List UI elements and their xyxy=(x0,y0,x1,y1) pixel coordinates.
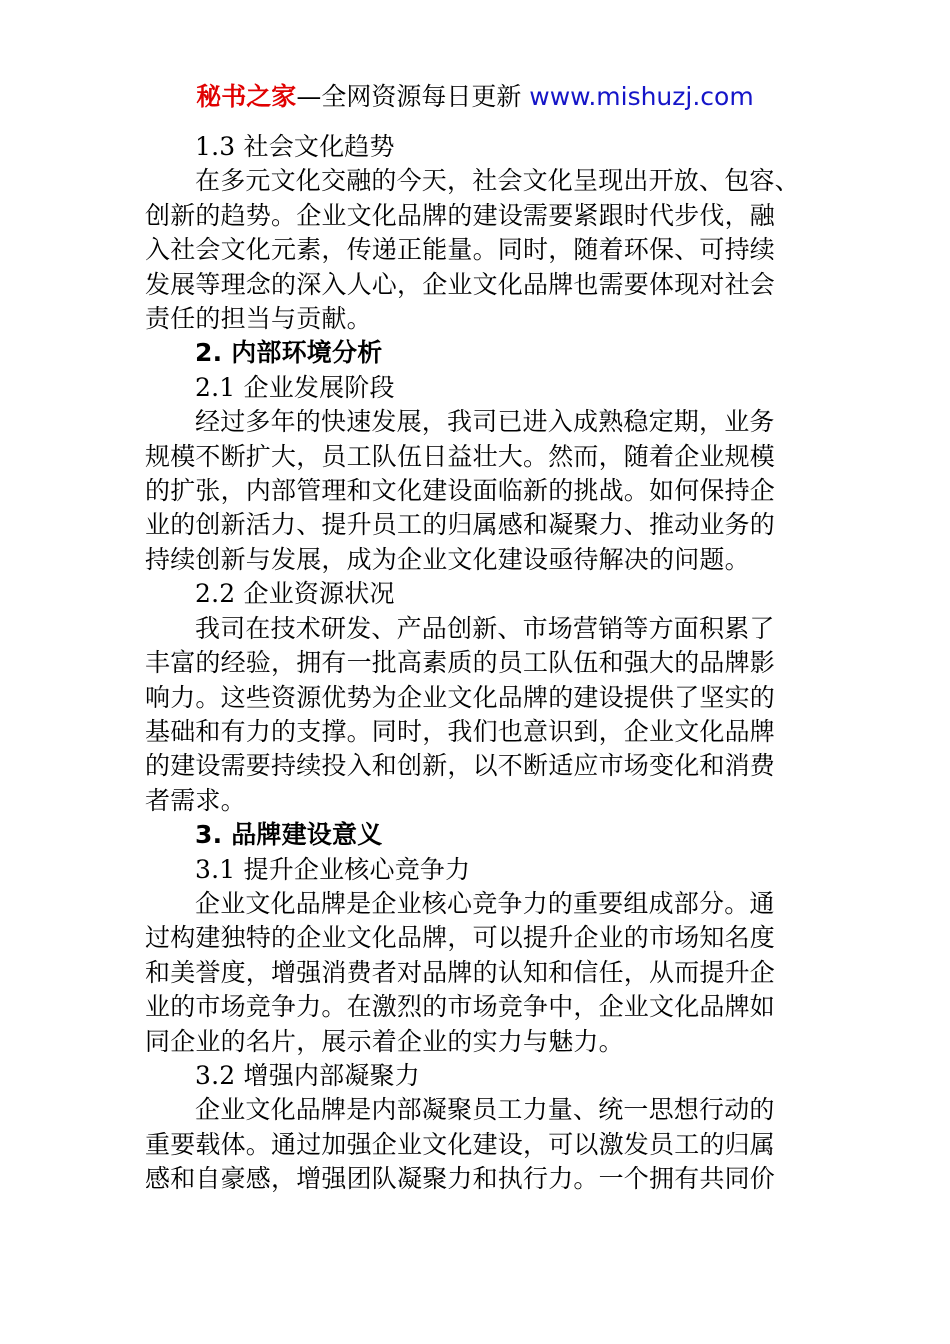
paragraph-line: 同企业的名片，展示着企业的实力与魅力。 xyxy=(145,1026,624,1056)
paragraph-line: 的建设需要持续投入和创新，以不断适应市场变化和消费 xyxy=(145,751,776,781)
paragraph-line: 丰富的经验，拥有一批高素质的员工队伍和强大的品牌影 xyxy=(145,648,776,678)
paragraph-line: 我司在技术研发、产品创新、市场营销等方面积累了 xyxy=(195,613,775,643)
paragraph-line: 者需求。 xyxy=(145,785,246,815)
paragraph-line: 企业文化品牌是内部凝聚员工力量、统一思想行动的 xyxy=(195,1095,775,1125)
paragraph-line: 响力。这些资源优势为企业文化品牌的建设提供了坚实的 xyxy=(145,682,776,712)
subsection-heading-3-2: 3.2 增强内部凝聚力 xyxy=(195,1060,420,1090)
paragraph-line: 过构建独特的企业文化品牌，可以提升企业的市场知名度 xyxy=(145,923,776,953)
subsection-heading-1-3: 1.3 社会文化趋势 xyxy=(195,132,395,161)
document-body xyxy=(145,130,815,1197)
paragraph-line: 感和自豪感，增强团队凝聚力和执行力。一个拥有共同价 xyxy=(145,1164,776,1194)
paragraph-line: 重要载体。通过加强企业文化建设，可以激发员工的归属 xyxy=(145,1129,776,1159)
paragraph-line: 责任的担当与贡献。 xyxy=(145,304,372,334)
paragraph-line: 和美誉度，增强消费者对品牌的认知和信任，从而提升企 xyxy=(145,957,776,987)
site-url: www.mishuzj.com xyxy=(521,82,754,111)
page-header xyxy=(0,80,950,114)
subsection-heading-2-1: 2.1 企业发展阶段 xyxy=(195,372,395,402)
paragraph-line: 持续创新与发展，成为企业文化建设亟待解决的问题。 xyxy=(145,544,750,574)
paragraph-line: 规模不断扩大，员工队伍日益壮大。然而，随着企业规模 xyxy=(145,441,776,471)
paragraph-line: 入社会文化元素，传递正能量。同时，随着环保、可持续 xyxy=(145,235,776,265)
paragraph-line: 创新的趋势。企业文化品牌的建设需要紧跟时代步伐，融 xyxy=(145,200,776,230)
subsection-heading-3-1: 3.1 提升企业核心竞争力 xyxy=(195,854,471,884)
paragraph-line: 基础和有力的支撑。同时，我们也意识到，企业文化品牌 xyxy=(145,716,776,746)
section-heading-2: 2. 内部环境分析 xyxy=(195,338,383,368)
paragraph-line: 业的市场竞争力。在激烈的市场竞争中，企业文化品牌如 xyxy=(145,992,776,1022)
subsection-heading-2-2: 2.2 企业资源状况 xyxy=(195,579,395,609)
paragraph-line: 的扩张，内部管理和文化建设面临新的挑战。如何保持企 xyxy=(145,476,776,506)
brand-name: 秘书之家 xyxy=(196,82,297,111)
header-tagline: —全网资源每日更新 xyxy=(296,82,522,111)
paragraph-line: 发展等理念的深入人心，企业文化品牌也需要体现对社会 xyxy=(145,269,776,299)
paragraph-line: 经过多年的快速发展，我司已进入成熟稳定期，业务 xyxy=(195,407,775,437)
section-heading-3: 3. 品牌建设意义 xyxy=(195,820,383,850)
paragraph-line: 企业文化品牌是企业核心竞争力的重要组成部分。通 xyxy=(195,888,775,918)
paragraph-line: 业的创新活力、提升员工的归属感和凝聚力、推动业务的 xyxy=(145,510,776,540)
paragraph-line: 在多元文化交融的今天，社会文化呈现出开放、包容、 xyxy=(195,166,800,196)
